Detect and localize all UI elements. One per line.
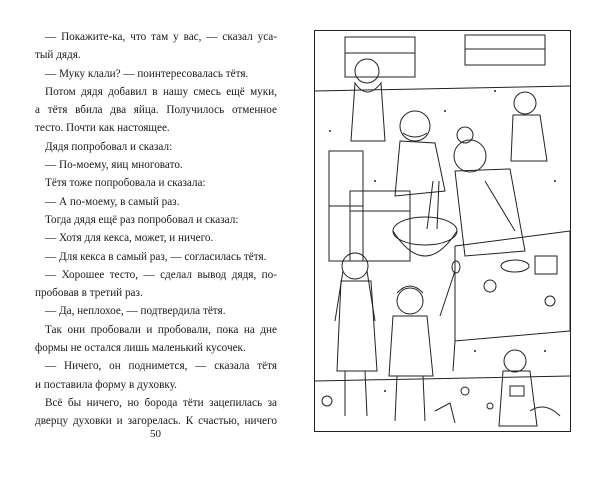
- text-line: — Для кекса в самый раз, — согласилась тётя.: [45, 250, 267, 263]
- text-line: — Муку клали? — поинтересовалась тётя.: [45, 67, 249, 80]
- text-line: тесто. Почти как настоящее.: [35, 122, 170, 135]
- text-page: [35, 28, 277, 431]
- text-line: — По-моему, яиц многовато.: [45, 159, 183, 172]
- text-line: Тётя тоже попробовала и сказала:: [45, 177, 206, 190]
- text-line: Потом дядя добавил в нашу смесь ещё муки,: [45, 85, 277, 98]
- page-number: 50: [150, 428, 161, 440]
- kitchen-illustration: [314, 30, 571, 432]
- text-line: — Хорошее тесто, — сделал вывод дядя, по-: [45, 268, 277, 281]
- text-line: а тётя вбила два яйца. Получилось отменное: [35, 104, 277, 117]
- text-line: — Да, неплохое, — подтвердила тётя.: [45, 305, 226, 318]
- text-line: — Ничего, он поднимется, — сказала тётя: [45, 360, 277, 373]
- text-line: — Хотя для кекса, может, и ничего.: [45, 232, 214, 245]
- text-line: формы не остался лишь маленький кусочек.: [35, 342, 246, 355]
- text-line: Так они пробовали и пробовали, пока на дне: [45, 323, 277, 336]
- text-line: — А по-моему, в самый раз.: [45, 195, 180, 208]
- text-line: Всё бы ничего, но борода тёти зацепилась за: [45, 396, 277, 409]
- text-line: тый дядя.: [35, 49, 81, 62]
- text-line: пробовав в третий раз.: [35, 287, 143, 300]
- text-line: и поставила форму в духовку.: [35, 378, 177, 391]
- text-line: дверцу духовки и загорелась. К счастью, ничего: [35, 415, 277, 428]
- text-line: — Покажите-ка, что там у вас, — сказал уса-: [45, 31, 277, 43]
- text-line: Дядя попробовал и сказал:: [45, 140, 173, 153]
- text-line: Тогда дядя ещё раз попробовал и сказал:: [45, 213, 239, 226]
